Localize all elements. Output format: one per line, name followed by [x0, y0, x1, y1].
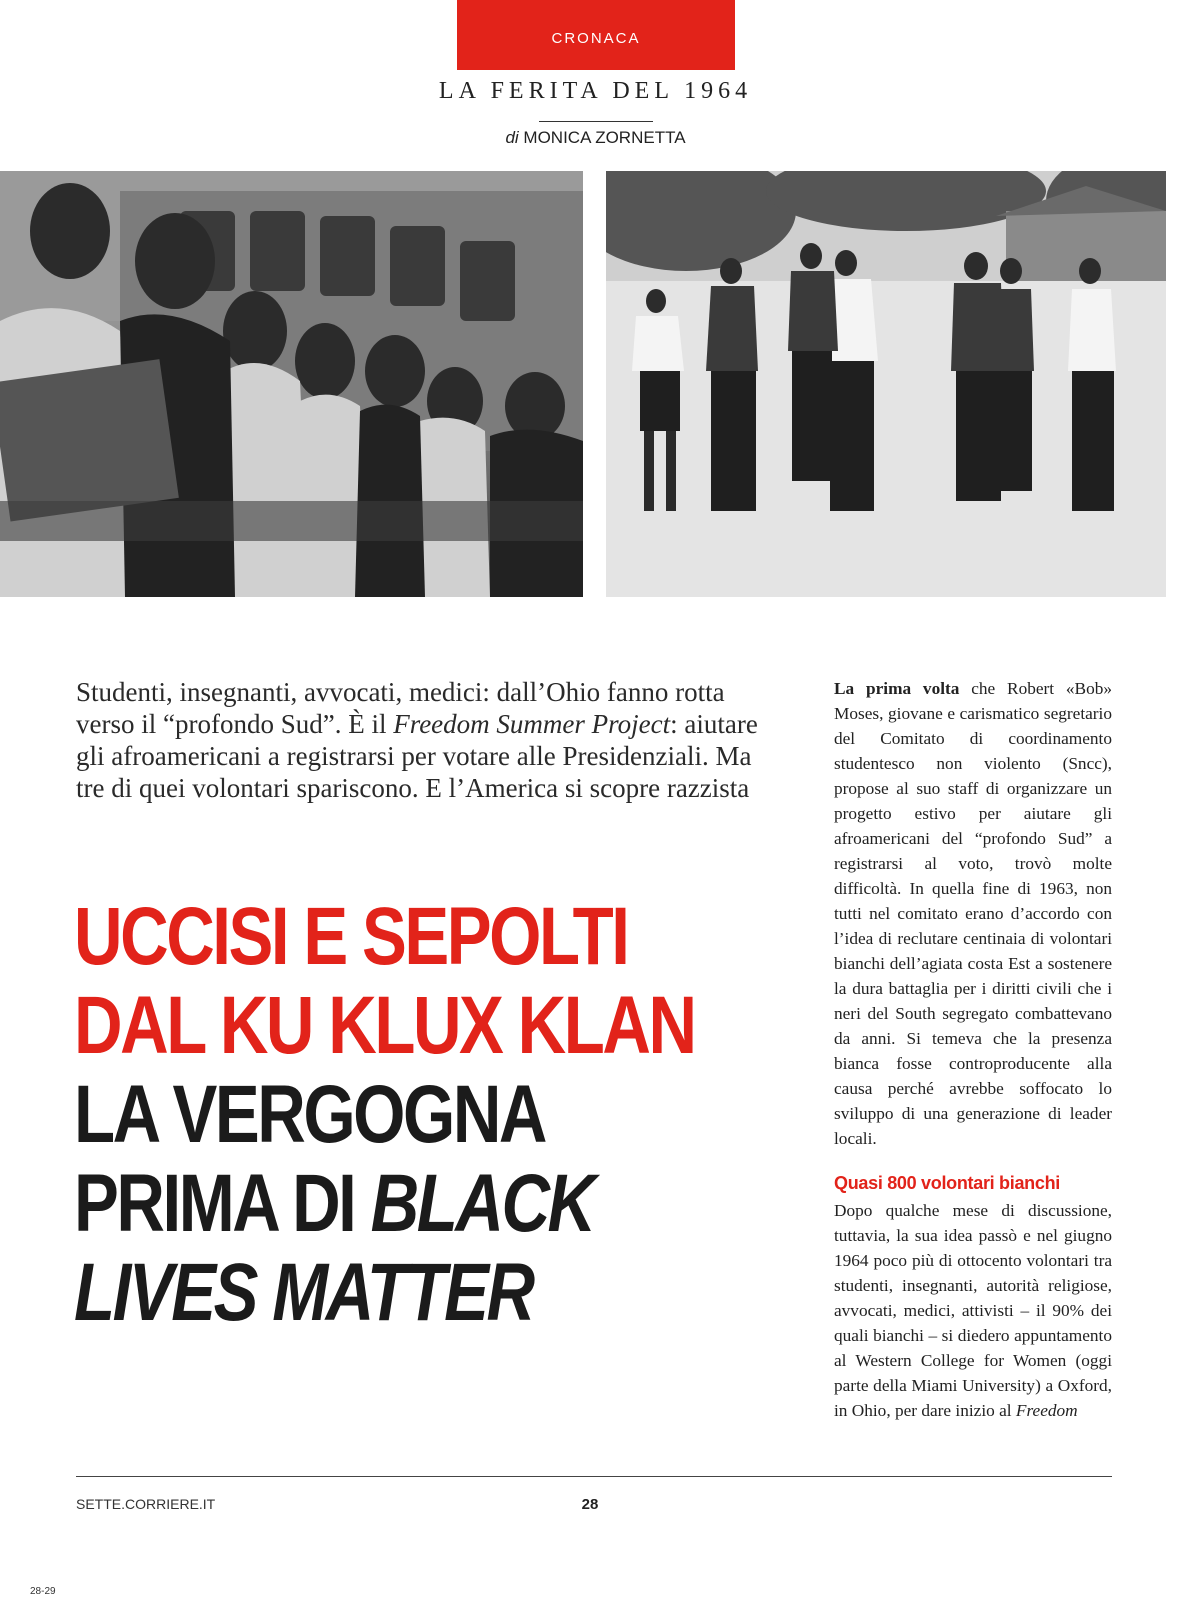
headline-dark-line-3: LIVES MATTER — [74, 1247, 533, 1338]
headline — [74, 891, 695, 1338]
section-label: CRONACA — [551, 29, 641, 47]
headline-dark-line-2-italic: BLACK — [370, 1158, 594, 1249]
headline-dark-line-2-plain: PRIMA DI — [74, 1158, 371, 1249]
section-tab — [457, 0, 735, 70]
kicker-divider — [539, 121, 653, 122]
column-paragraph-2-text: Dopo qualche mese di discussione, tuttavia, la sua idea passò e nel giugno 1964 poco più di ottocento volontari tra studenti, insegnanti, autorità religiose, avvocati, medici, attivisti – il 90% dei quali bianchi – si diedero appuntamento al Western College for Women (oggi parte della Miami University) a Oxford, in Ohio, per dare inizio al — [834, 1201, 1112, 1420]
column-subhead: Quasi 800 volontari bianchi — [834, 1173, 1060, 1193]
column-paragraph-1-text: che Robert «Bob» Moses, giovane e carismatico segretario del Comitato di coordinamento studentesco non violento (Sncc), propose al suo staff di organizzare un progetto estivo per aiutare gli afroamericani del “profondo Sud” a registrarsi al voto, trovò molte difficoltà. In quella fine di 1963, non tutti nel comitato erano d’accordo con l’idea di reclutare centinaia di volontari bianchi dell’agiata costa Est a sostenere la dura battaglia per i diritti civili che i neri del South segregato combattevano da anni. Si temeva che la presenza bianca fosse controproducente alla causa perché avrebbe soffocato lo sviluppo di una generazione di leader locali. — [834, 679, 1112, 1148]
column-paragraph-1 — [834, 676, 1112, 1151]
headline-dark-line-1: LA VERGOGNA — [74, 1069, 546, 1160]
headline-red-line-2: DAL KU KLUX KLAN — [74, 980, 695, 1071]
column-paragraph-2-italic: Freedom — [1015, 1401, 1078, 1420]
photo-right — [606, 171, 1166, 597]
intro-part2: : aiutare gli afroamericani a registrarsi per votare alle Presidenziali. Ma tre di quei volontari spariscono. E l’America si scopre razzista — [76, 709, 758, 803]
intro-part1: Studenti, insegnanti, avvocati, medici: dall’Ohio fanno rotta verso il “profondo Sud”. È il — [76, 677, 725, 739]
photo-left — [0, 171, 583, 597]
intro-standfirst — [76, 676, 776, 804]
column-paragraph-2 — [834, 1198, 1112, 1423]
intro-italic: Freedom Summer Project — [393, 709, 671, 739]
byline — [0, 128, 1191, 148]
headline-red-line-1: UCCISI E SEPOLTI — [74, 891, 628, 982]
photo-volunteers-walking — [606, 171, 1166, 597]
footer-site: SETTE.CORRIERE.IT — [76, 1496, 216, 1512]
byline-prefix: di — [505, 128, 519, 147]
byline-author: MONICA ZORNETTA — [523, 128, 686, 147]
column-lead: La prima volta — [834, 679, 960, 698]
photo-protest-singers — [0, 171, 583, 597]
footer-divider — [76, 1476, 1112, 1477]
kicker: LA FERITA DEL 1964 — [438, 78, 753, 104]
headline-dark-line-2 — [74, 1159, 664, 1248]
article-column — [834, 676, 1112, 1423]
corner-page-range: 28-29 — [30, 1586, 56, 1597]
page-number: 28 — [581, 1496, 599, 1513]
